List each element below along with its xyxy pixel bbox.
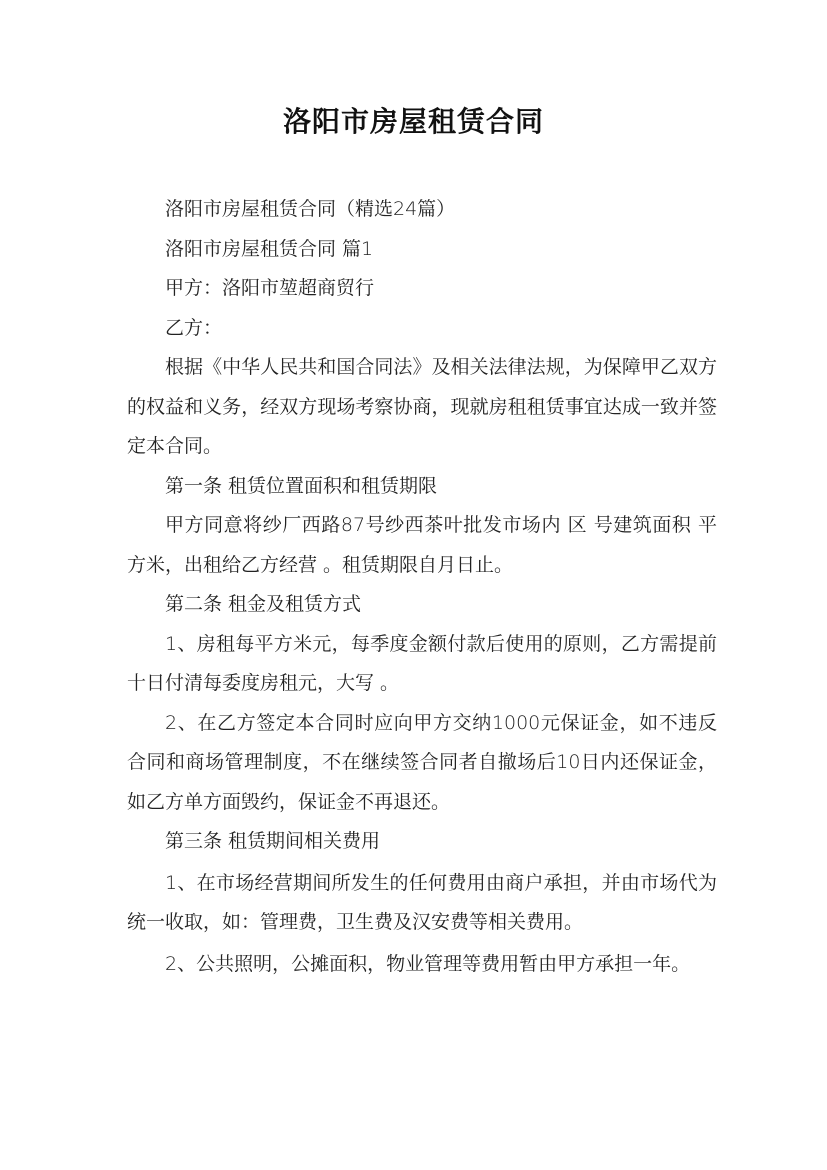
paragraph-article-3-heading: 第三条 租赁期间相关费用 <box>165 830 381 852</box>
paragraph-party-b: 乙方： <box>165 316 223 339</box>
paragraph-subtitle: 洛阳市房屋租赁合同（精选24篇） <box>165 198 456 220</box>
document-body <box>127 190 717 984</box>
paragraph-article-2-heading: 第二条 租金及租赁方式 <box>165 593 362 615</box>
paragraph-article-1-body: 甲方同意将纱厂西路87号纱西茶叶批发市场内 区 号建筑面积 平方米，出租给乙方经营 。租赁期限自月日止。 <box>127 514 717 576</box>
paragraph-article-2-item-2: 2、在乙方签定本合同时应向甲方交纳1000元保证金，如不违反合同和商场管理制度，不在继续签合同者自撤场后10日内还保证金，如乙方单方面毁约，保证金不再退还。 <box>127 711 717 813</box>
paragraph-article-3-item-1: 1、在市场经营期间所发生的任何费用由商户承担，并由市场代为统一收取，如：管理费，卫生费及汉安费等相关费用。 <box>127 871 717 933</box>
paragraph-section-heading: 洛阳市房屋租赁合同 篇1 <box>165 237 374 260</box>
document-title: 洛阳市房屋租赁合同 <box>282 105 544 138</box>
paragraph-preamble: 根据《中华人民共和国合同法》及相关法律法规，为保障甲乙双方的权益和义务，经双方现场考察协商，现就房租租赁事宜达成一致并签定本合同。 <box>127 356 717 457</box>
paragraph-party-a: 甲方：洛阳市堃超商贸行 <box>165 277 375 299</box>
paragraph-article-1-heading: 第一条 租赁位置面积和租赁期限 <box>165 474 438 497</box>
paragraph-article-3-item-2: 2、公共照明，公摊面积，物业管理等费用暂由甲方承担一年。 <box>165 952 691 975</box>
paragraph-article-2-item-1: 1、房租每平方米元，每季度金额付款后使用的原则，乙方需提前十日付清每委度房租元，大写 。 <box>127 632 717 694</box>
